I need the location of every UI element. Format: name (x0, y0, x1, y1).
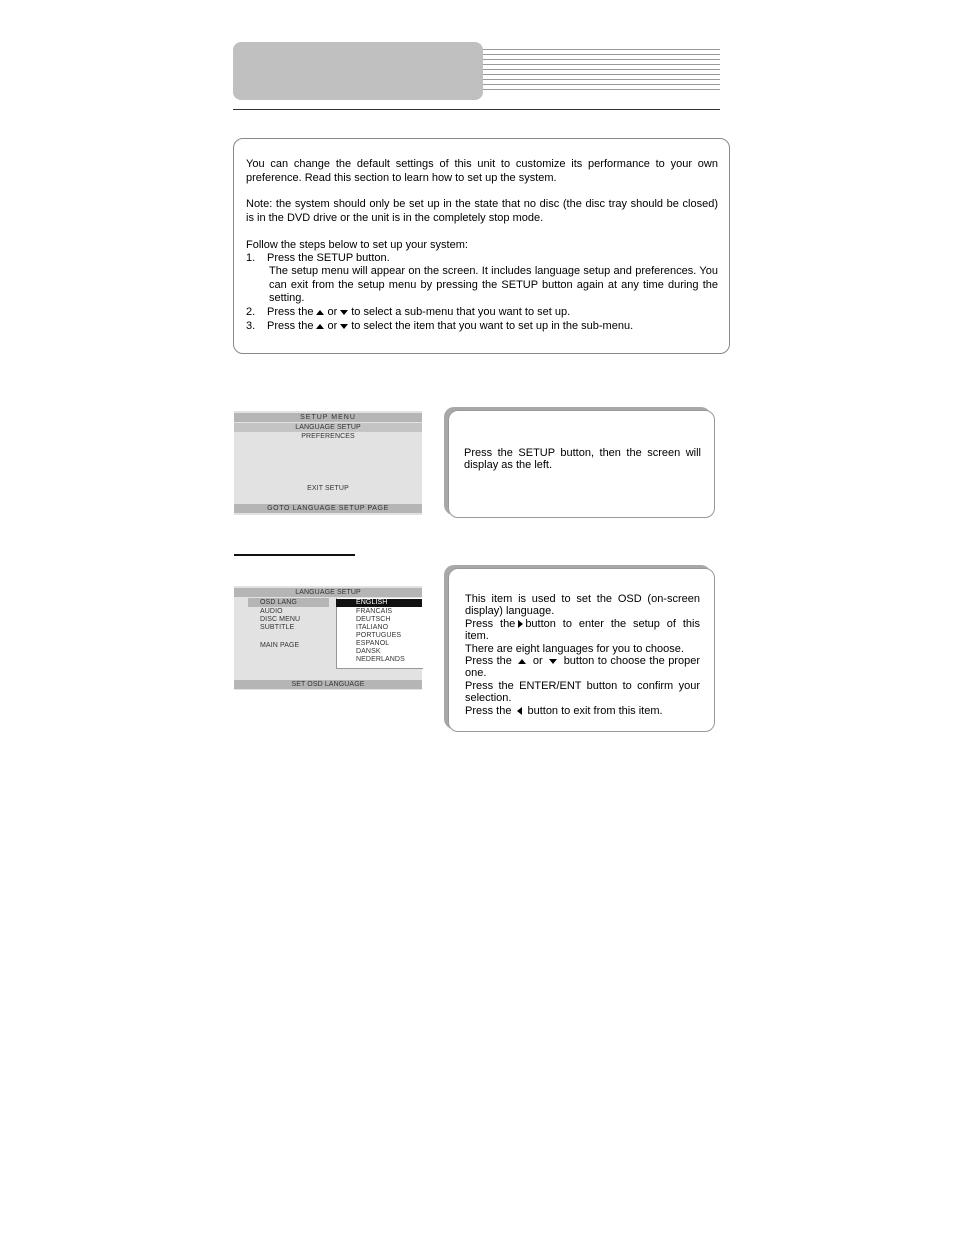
status-bar: SET OSD LANGUAGE (234, 680, 422, 689)
callout-text: button to exit from this item. (527, 704, 663, 717)
callout-line (465, 655, 700, 680)
callout-osd-language (448, 568, 715, 732)
callout-line: There are eight languages for you to choose. (465, 642, 684, 655)
down-arrow-icon (340, 310, 348, 315)
callout-line: Press the ENTER/ENT button to confirm your selection. (465, 679, 700, 705)
callout-line (465, 705, 700, 717)
callout-text: Press the SETUP button, then the screen will display as the left. (464, 447, 701, 472)
header-rule (233, 109, 720, 110)
callout-text: Press the (465, 655, 512, 668)
language-option-nederlands[interactable]: NEDERLANDS (356, 656, 405, 663)
callout-line: This item is used to set the OSD (on-screen display) language. (465, 593, 700, 618)
down-arrow-icon (340, 324, 348, 329)
header-lines (483, 48, 720, 92)
callout-line (465, 618, 700, 643)
menu-item-audio[interactable]: AUDIO (260, 608, 283, 615)
step-text: Press the (267, 320, 314, 332)
menu-item-main-page[interactable]: MAIN PAGE (260, 642, 300, 649)
callout-text: button to enter the setup of this item. (465, 617, 700, 643)
step-text: Press the (267, 306, 314, 318)
status-bar: GOTO LANGUAGE SETUP PAGE (234, 504, 422, 513)
subheading-rule (234, 554, 355, 556)
callout-text: Press the (465, 617, 516, 630)
language-option-espanol[interactable]: ESPANOL (356, 640, 390, 647)
callout-text: or (532, 655, 543, 668)
step-number: 3. (246, 320, 256, 332)
step-number: 1. (246, 252, 256, 264)
language-option-italiano[interactable]: ITALIANO (356, 624, 389, 631)
language-option-portugues[interactable]: PORTUGUES (356, 632, 402, 639)
menu-item-subtitle[interactable]: SUBTITLE (260, 624, 295, 631)
step-text: or (327, 320, 338, 332)
language-option-francais[interactable]: FRANCAIS (356, 608, 393, 615)
menu-item-disc-menu[interactable]: DISC MENU (260, 616, 301, 623)
up-arrow-icon (316, 310, 324, 315)
callout-text-block (465, 593, 700, 717)
setup-menu-screen (234, 411, 422, 515)
step-text: Press the SETUP button. (267, 252, 390, 264)
callout-text: button to choose the proper one. (465, 655, 700, 680)
language-option-english[interactable]: ENGLISH (356, 599, 388, 606)
step-number: 2. (246, 306, 256, 318)
note-paragraph: Note: the system should only be set up in the state that no disc (the disc tray should be closed) is in the DVD drive or the unit is in the completely stop mode. (246, 198, 718, 224)
setup-menu-title: SETUP MENU (234, 413, 422, 422)
step-text: or (327, 306, 338, 318)
up-arrow-icon (518, 659, 526, 664)
right-arrow-icon (518, 620, 523, 628)
intro-box (233, 138, 730, 354)
left-arrow-icon (517, 707, 522, 715)
up-arrow-icon (316, 324, 324, 329)
menu-item-language-setup[interactable]: LANGUAGE SETUP (234, 423, 422, 432)
language-setup-title: LANGUAGE SETUP (234, 588, 422, 597)
intro-paragraph: You can change the default settings of this unit to customize its performance to your own preference. Read this section to learn how to set up the system. (246, 158, 718, 184)
language-option-dansk[interactable]: DANSK (356, 648, 381, 655)
callout-setup (448, 410, 715, 518)
language-option-deutsch[interactable]: DEUTSCH (356, 616, 391, 623)
menu-item-preferences[interactable]: PREFERENCES (301, 433, 355, 440)
header-tab (233, 42, 483, 100)
steps-heading: Follow the steps below to set up your system: (246, 239, 468, 251)
step-text: to select a sub-menu that you want to set up. (351, 306, 571, 318)
step-text: to select the item that you want to set up in the sub-menu. (351, 320, 634, 332)
step-1-description: The setup menu will appear on the screen. It includes language setup and preferences. You can exit from the setup menu by pressing the SETUP button again at any time during the setting. (269, 265, 718, 304)
down-arrow-icon (549, 659, 557, 664)
menu-item-exit-setup[interactable]: EXIT SETUP (307, 485, 349, 492)
language-setup-screen (234, 586, 422, 690)
callout-text: Press the (465, 704, 512, 717)
menu-item-osd-lang[interactable]: OSD LANG (260, 599, 297, 606)
